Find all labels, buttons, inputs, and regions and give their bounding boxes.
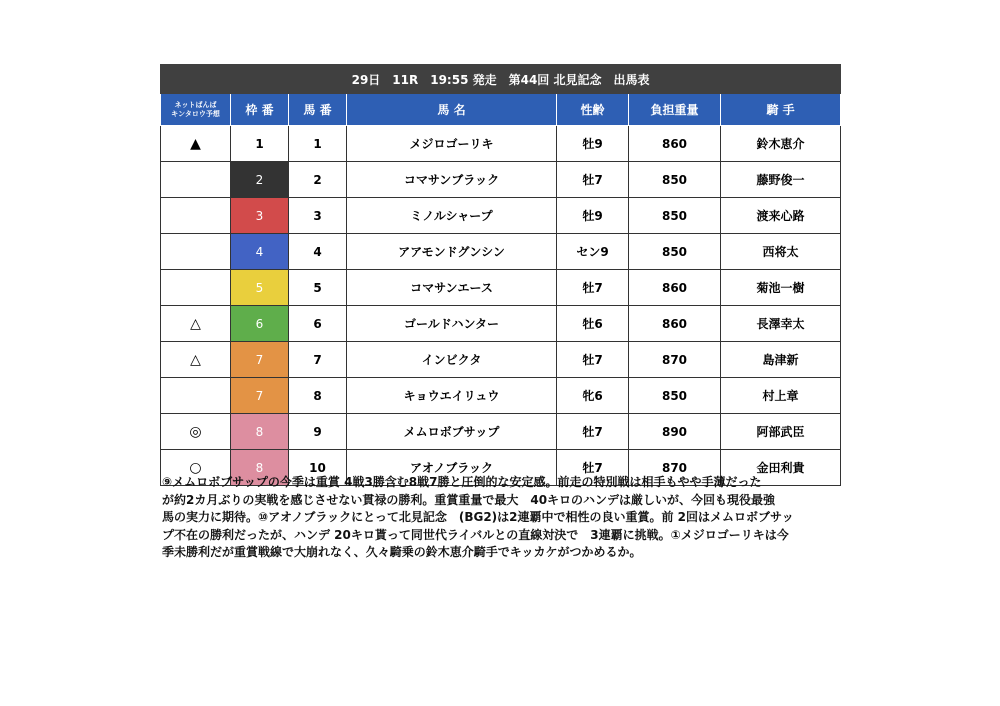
jockey-name: 西将太 bbox=[721, 234, 841, 270]
frame-number: 3 bbox=[231, 198, 289, 234]
race-title: 29日 11R 19:55 発走 第44回 北見記念 出馬表 bbox=[161, 65, 841, 94]
comment-line: が約2カ月ぶりの実戦を感じさせない貫禄の勝利。重賞重量で最大 40キロのハンデは厳しいが、今回も現役最強 bbox=[162, 492, 776, 507]
jockey-name: 菊池一樹 bbox=[721, 270, 841, 306]
horse-number: 8 bbox=[289, 378, 347, 414]
prediction-mark: ▲ bbox=[161, 126, 231, 162]
sex-age: 牡7 bbox=[557, 342, 629, 378]
prediction-header bbox=[161, 94, 231, 126]
entry-row bbox=[161, 414, 841, 450]
horse-number: 10 bbox=[289, 450, 347, 486]
frame-number: 5 bbox=[231, 270, 289, 306]
burden-weight: 850 bbox=[629, 198, 721, 234]
comment-line: プ不在の勝利だったが、ハンデ 20キロ貰って同世代ライバルとの直線対決で 3連覇に挑戦。①メジロゴーリキは今 bbox=[162, 527, 789, 542]
sex-age: セン9 bbox=[557, 234, 629, 270]
entry-row bbox=[161, 126, 841, 162]
sex-age: 牡7 bbox=[557, 414, 629, 450]
prediction-mark: △ bbox=[161, 306, 231, 342]
horse-name: アオノブラック bbox=[347, 450, 557, 486]
frame-number: 8 bbox=[231, 450, 289, 486]
sex-age-header: 性齢 bbox=[557, 94, 629, 126]
horse-number: 9 bbox=[289, 414, 347, 450]
horse-name: インビクタ bbox=[347, 342, 557, 378]
race-card bbox=[160, 64, 840, 486]
sex-age: 牝6 bbox=[557, 378, 629, 414]
entry-row bbox=[161, 198, 841, 234]
horse-name: コマサンエース bbox=[347, 270, 557, 306]
prediction-mark: ◎ bbox=[161, 414, 231, 450]
entry-body bbox=[161, 126, 841, 486]
horse-number: 1 bbox=[289, 126, 347, 162]
horse-name: ゴールドハンター bbox=[347, 306, 557, 342]
burden-weight: 860 bbox=[629, 306, 721, 342]
prediction-header-line1: ネットばんば bbox=[174, 100, 217, 109]
prediction-header-line2: キンタロウ予想 bbox=[171, 109, 220, 118]
frame-number: 7 bbox=[231, 378, 289, 414]
jockey-name: 阿部武臣 bbox=[721, 414, 841, 450]
horse-number: 2 bbox=[289, 162, 347, 198]
horse-name: メジロゴーリキ bbox=[347, 126, 557, 162]
entry-row bbox=[161, 162, 841, 198]
jockey-name: 島津新 bbox=[721, 342, 841, 378]
frame-number: 1 bbox=[231, 126, 289, 162]
burden-weight: 860 bbox=[629, 126, 721, 162]
comment-line: 馬の実力に期待。⑩アオノブラックにとって北見記念 (BG2)は2連覇中で相性の良い重賞。前 2回はメムロボブサッ bbox=[162, 510, 794, 524]
burden-weight: 870 bbox=[629, 450, 721, 486]
prediction-mark bbox=[161, 270, 231, 306]
entry-row bbox=[161, 234, 841, 270]
sex-age: 牡9 bbox=[557, 198, 629, 234]
horse-name: コマサンブラック bbox=[347, 162, 557, 198]
prediction-mark bbox=[161, 234, 231, 270]
horse-number: 5 bbox=[289, 270, 347, 306]
comment-line: ⑨メムロボブサップの今季は重賞 4戦3勝含む8戦7勝と圧倒的な安定感。前走の特別戦は相手もやや手薄だった bbox=[162, 475, 762, 489]
horse-number: 4 bbox=[289, 234, 347, 270]
burden-weight: 890 bbox=[629, 414, 721, 450]
race-comment bbox=[162, 474, 842, 562]
sex-age: 牡6 bbox=[557, 306, 629, 342]
weight-header: 負担重量 bbox=[629, 94, 721, 126]
frame-number: 8 bbox=[231, 414, 289, 450]
horse-name: メムロボブサップ bbox=[347, 414, 557, 450]
number-header: 馬 番 bbox=[289, 94, 347, 126]
burden-weight: 850 bbox=[629, 234, 721, 270]
prediction-mark: ○ bbox=[161, 450, 231, 486]
burden-weight: 850 bbox=[629, 378, 721, 414]
horse-number: 7 bbox=[289, 342, 347, 378]
prediction-mark bbox=[161, 378, 231, 414]
horse-name: ミノルシャープ bbox=[347, 198, 557, 234]
sex-age: 牡7 bbox=[557, 162, 629, 198]
entry-table bbox=[160, 64, 841, 486]
jockey-name: 金田利貴 bbox=[721, 450, 841, 486]
entry-row bbox=[161, 342, 841, 378]
entry-row bbox=[161, 306, 841, 342]
horse-name: キョウエイリュウ bbox=[347, 378, 557, 414]
burden-weight: 860 bbox=[629, 270, 721, 306]
sex-age: 牡7 bbox=[557, 270, 629, 306]
horse-name: アアモンドグンシン bbox=[347, 234, 557, 270]
jockey-name: 長澤幸太 bbox=[721, 306, 841, 342]
jockey-name: 藤野俊一 bbox=[721, 162, 841, 198]
frame-header: 枠 番 bbox=[231, 94, 289, 126]
prediction-mark: △ bbox=[161, 342, 231, 378]
jockey-name: 鈴木恵介 bbox=[721, 126, 841, 162]
frame-number: 7 bbox=[231, 342, 289, 378]
entry-row bbox=[161, 378, 841, 414]
frame-number: 6 bbox=[231, 306, 289, 342]
sex-age: 牡9 bbox=[557, 126, 629, 162]
burden-weight: 850 bbox=[629, 162, 721, 198]
sex-age: 牡7 bbox=[557, 450, 629, 486]
jockey-header: 騎 手 bbox=[721, 94, 841, 126]
comment-line: 季未勝利だが重賞戦線で大崩れなく、久々騎乗の鈴木恵介騎手でキッカケがつかめるか。 bbox=[162, 545, 642, 559]
horse-number: 3 bbox=[289, 198, 347, 234]
jockey-name: 渡来心路 bbox=[721, 198, 841, 234]
entry-row bbox=[161, 270, 841, 306]
prediction-mark bbox=[161, 198, 231, 234]
frame-number: 4 bbox=[231, 234, 289, 270]
prediction-mark bbox=[161, 162, 231, 198]
jockey-name: 村上章 bbox=[721, 378, 841, 414]
horse-number: 6 bbox=[289, 306, 347, 342]
horse-header: 馬 名 bbox=[347, 94, 557, 126]
frame-number: 2 bbox=[231, 162, 289, 198]
burden-weight: 870 bbox=[629, 342, 721, 378]
